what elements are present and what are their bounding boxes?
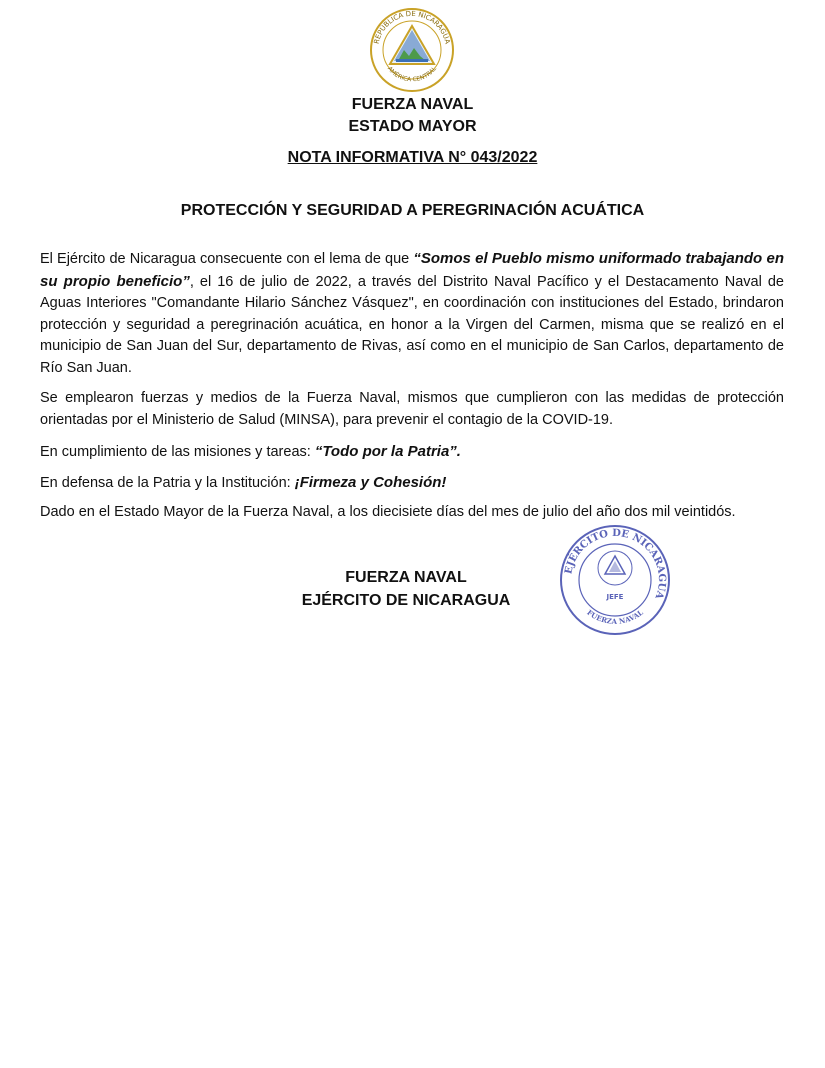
paragraph-2	[40, 388, 784, 431]
header-line-1: FUERZA NAVAL	[351, 96, 474, 113]
nicaragua-coat-of-arms-icon	[368, 6, 456, 94]
paragraph-3-intro: En cumplimiento de las misiones y tareas:	[40, 444, 315, 460]
paragraph-1-rest: , el 16 de julio de 2022, a través del Distrito Naval Pacífico y el Destacamento Naval de Aguas Interiores "Comandante Hilario Sánchez Vásquez", en coordinación con instituciones del Estado, brindaron protección y seguridad a peregrinación acuática, en honor a la Virgen del Carmen, misma que se realizó en el municipio de San Juan del Sur, departamento de Rivas, así como en el municipio de San Carlos, departamento de Río San Juan.	[40, 273, 784, 376]
svg-text:FUERZA NAVAL	[585, 608, 645, 626]
official-stamp-icon	[557, 522, 673, 638]
signature-line-1: FUERZA NAVAL	[345, 569, 467, 586]
document-subject: PROTECCIÓN Y SEGURIDAD A PEREGRINACIÓN ACUÁTICA	[180, 202, 645, 219]
paragraph-4-intro: En defensa de la Patria y la Institución:	[40, 475, 295, 491]
document-number: NOTA INFORMATIVA N° 043/2022	[287, 149, 538, 166]
paragraph-3	[40, 441, 784, 464]
stamp-ring-text: EJÉRCITO DE NICARAGUA	[563, 527, 668, 601]
stamp-middle-text: JEFE	[606, 593, 624, 601]
slogan-firmeza-cohesion: ¡Firmeza y Cohesión!	[294, 474, 447, 491]
stamp-bottom-text: FUERZA NAVAL	[585, 607, 645, 626]
paragraph-5-text: Dado en el Estado Mayor de la Fuerza Naval, a los diecisiete días del mes de julio del año dos mil veintidós.	[40, 504, 736, 520]
paragraph-4	[40, 472, 784, 495]
seal-bottom-text: AMÉRICA CENTRAL	[385, 65, 439, 84]
paragraph-1-intro: El Ejército de Nicaragua consecuente con el lema de que	[40, 251, 414, 267]
slogan-todo-por-la-patria: “Todo por la Patria”.	[314, 443, 461, 460]
paragraph-2-text: Se emplearon fuerzas y medios de la Fuerza Naval, mismos que cumplieron con las medidas de protección orientadas por el Ministerio de Salud (MINSA), para prevenir el contagio de la COVID-19.	[40, 390, 784, 428]
header-line-2: ESTADO MAYOR	[348, 118, 477, 135]
svg-text:AMÉRICA CENTRAL	[386, 65, 438, 83]
paragraph-1	[40, 248, 784, 379]
seal-top-text: REPÚBLICA DE NICARAGUA	[372, 9, 452, 45]
signature-line-2: EJÉRCITO DE NICARAGUA	[301, 592, 511, 609]
paragraph-5	[40, 502, 784, 524]
motto-quote: “Somos el Pueblo mismo uniformado trabajando en su propio beneficio”	[40, 250, 784, 290]
